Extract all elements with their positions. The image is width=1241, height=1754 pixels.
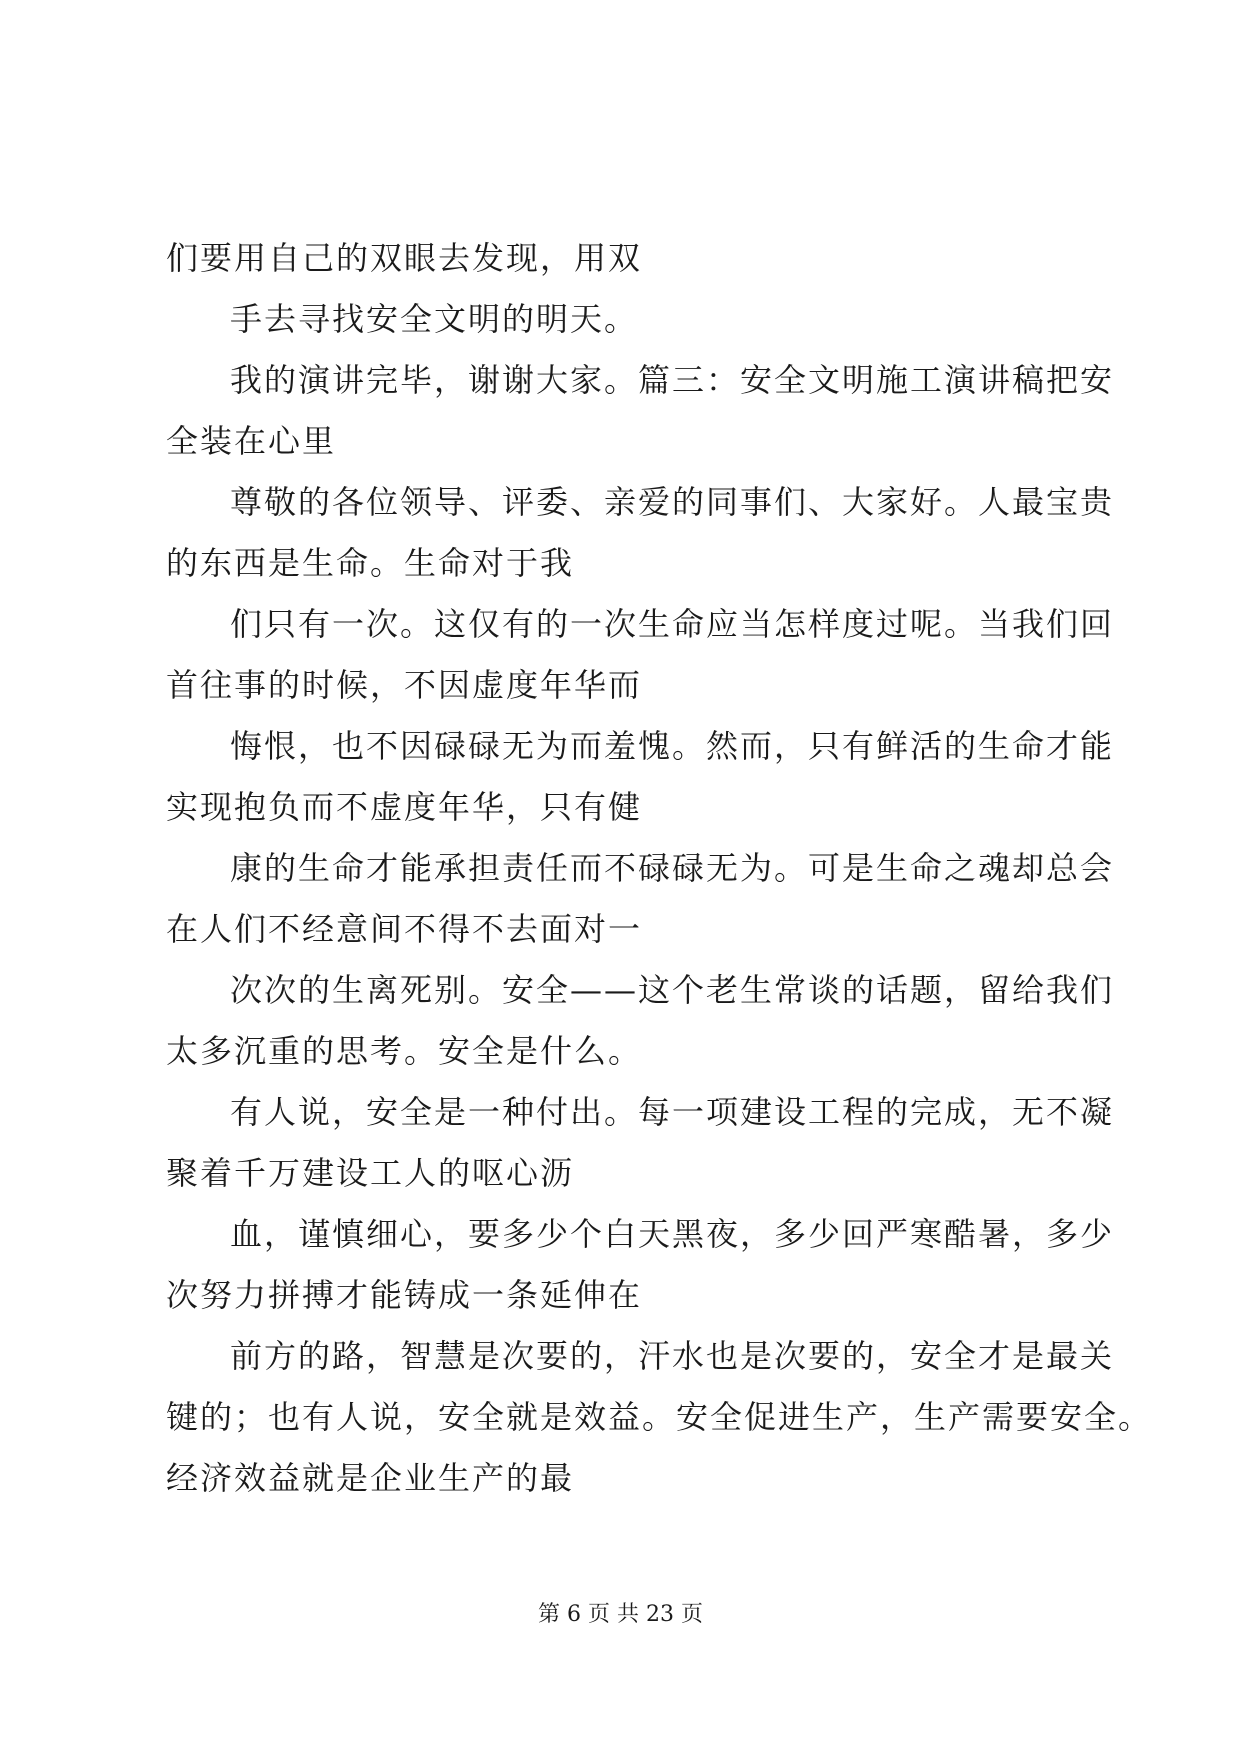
text-line: 们要用自己的双眼去发现，用双 bbox=[166, 239, 643, 277]
page-number-footer: 第 6 页 共 23 页 bbox=[538, 1602, 703, 1627]
text-line: 尊敬的各位领导、评委、亲爱的同事们、大家好。人最宝贵 bbox=[230, 483, 1115, 521]
text-line: 有人说，安全是一种付出。每一项建设工程的完成，无不凝 bbox=[230, 1093, 1115, 1131]
text-line: 手去寻找安全文明的明天。 bbox=[230, 300, 639, 338]
text-line: 聚着千万建设工人的呕心沥 bbox=[166, 1154, 575, 1192]
text-line: 经济效益就是企业生产的最 bbox=[166, 1459, 575, 1497]
text-line: 在人们不经意间不得不去面对一 bbox=[166, 910, 643, 948]
text-line: 次次的生离死别。安全——这个老生常谈的话题，留给我们 bbox=[230, 971, 1115, 1009]
text-line: 我的演讲完毕，谢谢大家。篇三：安全文明施工演讲稿把安 bbox=[230, 361, 1115, 399]
text-line: 悔恨，也不因碌碌无为而羞愧。然而，只有鲜活的生命才能 bbox=[230, 727, 1115, 765]
text-line: 前方的路，智慧是次要的，汗水也是次要的，安全才是最关 bbox=[230, 1337, 1115, 1375]
text-line: 全装在心里 bbox=[166, 422, 337, 460]
text-line: 血，谨慎细心，要多少个白天黑夜，多少回严寒酷暑，多少 bbox=[230, 1215, 1115, 1253]
text-line: 的东西是生命。生命对于我 bbox=[166, 544, 575, 582]
text-line: 们只有一次。这仅有的一次生命应当怎样度过呢。当我们回 bbox=[230, 605, 1115, 643]
text-line: 太多沉重的思考。安全是什么。 bbox=[166, 1032, 643, 1070]
document-body bbox=[166, 228, 1153, 1509]
text-line: 首往事的时候，不因虚度年华而 bbox=[166, 666, 643, 704]
text-line: 康的生命才能承担责任而不碌碌无为。可是生命之魂却总会 bbox=[230, 849, 1115, 887]
text-line: 次努力拼搏才能铸成一条延伸在 bbox=[166, 1276, 643, 1314]
text-line: 实现抱负而不虚度年华，只有健 bbox=[166, 788, 643, 826]
text-line: 键的；也有人说，安全就是效益。安全促进生产，生产需要安全。 bbox=[166, 1398, 1153, 1436]
